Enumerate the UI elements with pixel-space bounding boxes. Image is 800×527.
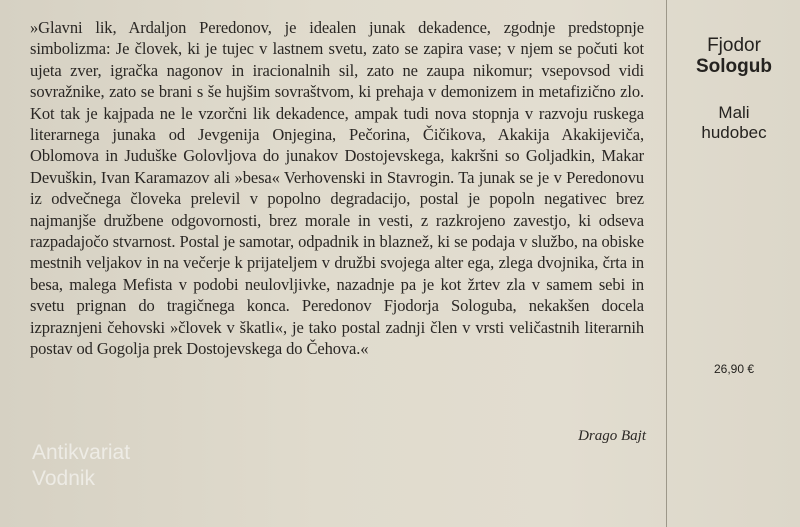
book-title-line2: hudobec	[701, 123, 767, 142]
blurb-signature: Drago Bajt	[578, 428, 646, 444]
book-title-line1: Mali	[718, 103, 750, 122]
author-last-name: Sologub	[696, 56, 772, 77]
watermark	[32, 440, 130, 492]
author-first-name: Fjodor	[707, 35, 761, 56]
watermark-line1: Antikvariat	[32, 441, 131, 464]
sidebar	[668, 0, 800, 527]
watermark-line2: Vodnik	[32, 467, 96, 490]
price-label: 26,90 €	[713, 362, 755, 376]
column-divider	[666, 0, 667, 527]
blurb-text: »Glavni lik, Ardaljon Peredonov, je idealen junak dekadence, zgodnje predstopnje simbolizma: Je človek, ki je tujec v lastnem svetu, zato se zapira vase; v njem se počuti kot ujeta zver, igračka nagonov in iracionalnih sil, zato ne zaupa nikomur; vsepovsod vidi sovražnike, zato se brani s še hujšim sovraštvom, ki prehaja v demonizem in metafizično zlo. Kot tak je kajpada ne le vzorčni lik dekadence, ampak tudi nova stopnja v razvoju ruskega literarnega junaka od Jevgenija Onjegina, Pečorina, Čičikova, Akakija Akakijeviča, Oblomova in Juduške Golovljova do junakov Dostojevskega, kakršni so Goljadkin, Makar Devuškin, Ivan Karamazov ali »besa« Verhovenski in Stavrogin. Ta junak se je v Peredonovu iz odvečnega človeka prelevil v popolno degradacijo, postal je popoln negativec brez najmanjše družbene odgovornosti, brez morale in vesti, z razkrojeno zavestjo, ki odseva razpadajočo stvarnost. Postal je samotar, odpadnik in blaznež, ki se podaja v službo, na obiske mestnih veljakov in na večerje k prijateljem v družbi svojega alter ega, zlega dvojnika, črta in besa, malega Mefista v podobi neulovljivke, nazadnje pa je kot žrtev zla v samem sebi in svetu prignan do tragičnega konca. Peredonov Fjodorja Sologuba, nekakšen docela izpraznjeni čehovski »človek v škatli«, je tako postal zadnji člen v vrsti veličastnih literarnih postav od Gogolja prek Dostojevskega do Čehova.«	[30, 18, 644, 359]
